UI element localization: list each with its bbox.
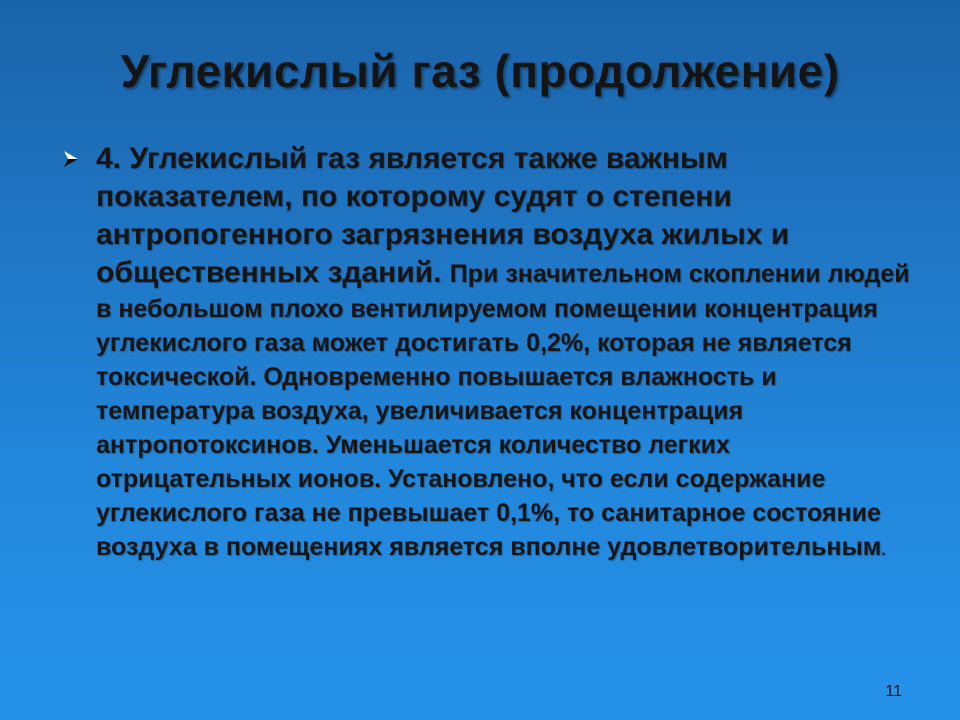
slide-title: Углекислый газ (продолжение) bbox=[120, 45, 840, 97]
arrowhead-bullet-icon bbox=[60, 148, 82, 170]
paragraph-rest: При значительном скоплении людей в небольшом плохо вентилируемом помещении концентрация углекислого газа может достигать 0,2%, которая не является токсической. Одновременно повышается влажность и температура воздуха, увеличивается концентрация антропотоксинов. Уменьшается количество легких отрицательных ионов. Установлено, что если содержание углекислого газа не превышает 0,1%, то санитарное состояние воздуха в помещениях является вполне удовлетворительным bbox=[96, 260, 910, 561]
bullet-paragraph bbox=[96, 140, 910, 564]
page-number: 11 bbox=[885, 683, 902, 700]
paragraph-end-mark: . bbox=[881, 542, 886, 559]
paragraph-lead: 4. Углекислый газ является также важным показателем, по которому судят о степени антропогенного загрязнения воздуха жилых и общественных зданий. bbox=[96, 142, 790, 289]
bullet-item bbox=[60, 140, 910, 564]
